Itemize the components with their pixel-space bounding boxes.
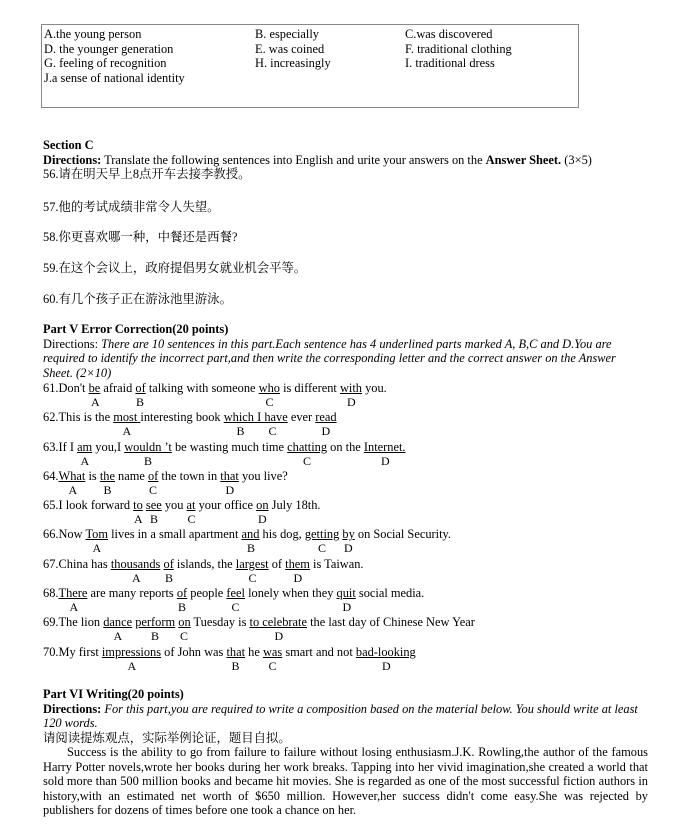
word-bank-col2 (255, 27, 331, 71)
error-sentence (43, 469, 288, 484)
underlined-part: who (258, 381, 280, 395)
sentence-text: on the (327, 440, 364, 454)
underlined-part: chatting (287, 440, 328, 454)
word-option: G. feeling of recognition (44, 56, 167, 70)
underlined-part: There (58, 586, 88, 600)
option-letter: B (231, 659, 240, 673)
translation-item-59: 59.在这个会议上，政府提倡男女就业机会平等。 (43, 261, 307, 275)
option-letter: B (236, 424, 245, 438)
option-letter: B (151, 629, 160, 643)
underlined-part: with (339, 381, 362, 395)
sentence-text: afraid (100, 381, 136, 395)
word-option: I. traditional dress (405, 56, 495, 70)
option-letter: D (382, 659, 391, 673)
option-letter: B (103, 483, 112, 497)
underlined-part: of (176, 586, 188, 600)
option-letter: D (381, 454, 390, 468)
sentence-text: you. (362, 381, 387, 395)
sentence-text: name (114, 469, 148, 483)
sentence-text: you live? (238, 469, 288, 483)
word-option: C.was discovered (405, 27, 493, 41)
underlined-part: that (226, 645, 246, 659)
sentence-text: the last day of Chinese New Year (306, 615, 475, 629)
option-letter: B (144, 454, 153, 468)
word-option: F. traditional clothing (405, 41, 512, 56)
underlined-part: of (163, 557, 174, 571)
sentence-text: ever (287, 410, 316, 424)
word-bank-col3 (405, 27, 512, 71)
underlined-part: of (135, 381, 146, 395)
option-letter: D (225, 483, 235, 497)
error-sentence (43, 615, 475, 630)
underlined-part: to (133, 498, 143, 512)
error-sentence (43, 498, 321, 513)
underlined-part: impressions (101, 645, 162, 659)
underlined-part: that (220, 469, 239, 483)
underlined-part: read (315, 410, 337, 424)
sentence-text: 65.I look forward (43, 498, 134, 512)
part-vi-passage: Success is the ability to go from failure to failure without losing enthusiasm.J.K. Rowling,the author of the famous Harry Potter novels,wrote her books during her work breaks. Tapping into her vivid imagination,she created a world that sold more than 500 million books and became hit movies. She is regarded as one of the most successful fiction authors in history,with an estimated net worth of $650 million. However,her success didn't come easy.She was rejected by publishers for dozens of times before one took a chance on her. (43, 745, 648, 817)
sentence-text: of John was (161, 645, 227, 659)
part-v-directions: Directions: There are 10 sentences in this part.Each sentence has 4 underlined parts marked A, B,C and D.You are required to identify the incorrect part,and then write the corresponding letter and the correct answer on the Answer Sheet. (2×10) (43, 336, 616, 380)
option-letter: D (347, 395, 356, 409)
option-letter: A (134, 512, 143, 526)
word-bank-col1 (44, 27, 185, 85)
sentence-text: smart and not (282, 645, 356, 659)
underlined-part: am (77, 440, 93, 454)
error-sentence (43, 557, 364, 572)
option-letter: C (187, 512, 196, 526)
translation-item-60: 60.有几个孩子正在游泳池里游泳。 (43, 292, 232, 306)
sentence-text: 69.The lion (43, 615, 104, 629)
option-letter: A (92, 541, 102, 555)
underlined-part: see (145, 498, 162, 512)
sentence-text: social media. (355, 586, 425, 600)
error-sentence (43, 645, 416, 660)
option-letter: C (231, 600, 240, 614)
word-option: H. increasingly (255, 56, 331, 70)
sentence-text: is different (279, 381, 340, 395)
underlined-part: quit (336, 586, 356, 600)
sentence-text: the town in (158, 469, 221, 483)
sentence-text: July 18th. (268, 498, 321, 512)
option-letter: C (268, 424, 277, 438)
option-letter: A (122, 424, 132, 438)
sentence-text: you (161, 498, 187, 512)
option-letter: C (248, 571, 257, 585)
underlined-part: the (99, 469, 115, 483)
underlined-part: most (113, 410, 141, 424)
sentence-text: of (268, 557, 286, 571)
sentence-text: Tuesday is (190, 615, 250, 629)
underlined-part: wouldn ’t (124, 440, 172, 454)
sentence-text: 67.China has (43, 557, 111, 571)
underlined-part: on (256, 498, 269, 512)
sentence-text: you,I (92, 440, 125, 454)
underlined-part: of (147, 469, 159, 483)
option-letter: A (91, 395, 100, 409)
sentence-text: is (85, 469, 100, 483)
underlined-part: at (186, 498, 196, 512)
underlined-part: dance (103, 615, 133, 629)
underlined-part: was (262, 645, 283, 659)
error-sentence (43, 586, 424, 601)
underlined-part: by (342, 527, 355, 541)
option-letter: C (318, 541, 327, 555)
option-letter: A (127, 659, 137, 673)
part-vi-instruction: 请阅读提炼观点，实际举例论证，题目自拟。 (43, 730, 291, 745)
sentence-text: are many reports (87, 586, 177, 600)
sentence-text: be wasting much time (171, 440, 288, 454)
sentence-text: islands, the (173, 557, 236, 571)
word-option: E. was coined (255, 41, 325, 56)
sentence-text: lives in a small apartment (108, 527, 242, 541)
option-letter: A (113, 629, 123, 643)
section-c (43, 138, 648, 182)
sentence-text: people (187, 586, 227, 600)
underlined-part: to celebrate (249, 615, 307, 629)
underlined-part: on (178, 615, 191, 629)
sentence-text: 70.My first (43, 645, 102, 659)
sentence-text: is Taiwan. (309, 557, 364, 571)
option-letter: C (268, 659, 277, 673)
option-letter: B (150, 512, 159, 526)
underlined-part: thousands (110, 557, 161, 571)
word-option: B. especially (255, 27, 319, 41)
sentence-text: interesting book (140, 410, 224, 424)
error-sentence (43, 527, 451, 542)
sentence-text: his dog, (259, 527, 305, 541)
underlined-part: be (88, 381, 101, 395)
option-letter: C (303, 454, 312, 468)
sentence-text: he (245, 645, 263, 659)
part-vi (43, 687, 648, 818)
error-sentence (43, 440, 406, 455)
part-v (43, 322, 648, 380)
translation-item-58: 58.你更喜欢哪一种，中餐还是西餐? (43, 230, 238, 244)
option-letter: C (265, 395, 274, 409)
option-letter: A (69, 600, 79, 614)
option-letter: B (178, 600, 187, 614)
option-letter: D (321, 424, 331, 438)
translation-item-57: 57.他的考试成绩非常令人失望。 (43, 200, 220, 214)
sentence-text: 61.Don't (43, 381, 89, 395)
option-letter: D (293, 571, 303, 585)
underlined-part: which (223, 410, 258, 424)
part-v-title: Part V Error Correction(20 points) (43, 322, 229, 336)
option-letter: A (132, 571, 141, 585)
underlined-part: and (241, 527, 260, 541)
underlined-part: What (58, 469, 86, 483)
section-c-directions: Directions: Translate the following sentences into English and urite your answers on the Answer Sheet. (3×5) (43, 152, 592, 167)
option-letter: D (258, 512, 267, 526)
option-letter: D (342, 600, 352, 614)
sentence-text: 66.Now (43, 527, 86, 541)
sentence-text: 62.This is the (43, 410, 114, 424)
word-bank-box (41, 24, 579, 108)
option-letter: D (344, 541, 353, 555)
option-letter: C (149, 483, 158, 497)
error-sentence (43, 381, 387, 396)
underlined-part: getting (304, 527, 340, 541)
error-sentence (43, 410, 337, 425)
option-letter: B (165, 571, 174, 585)
underlined-part: them (285, 557, 310, 571)
word-option: D. the younger generation (44, 41, 174, 56)
sentence-text: 63.If I (43, 440, 78, 454)
underlined-part: I have (257, 410, 288, 424)
part-vi-title: Part VI Writing(20 points) (43, 687, 184, 701)
word-option: A.the young person (44, 27, 142, 41)
section-c-title: Section C (43, 138, 94, 152)
underlined-part: Internet. (363, 440, 406, 454)
option-letter: C (180, 629, 189, 643)
sentence-text: on Social Security. (354, 527, 452, 541)
option-letter: B (136, 395, 145, 409)
sentence-text: your office (195, 498, 257, 512)
option-letter: A (68, 483, 78, 497)
underlined-part: perform (135, 615, 176, 629)
underlined-part: Tom (85, 527, 109, 541)
sentence-text: talking with someone (145, 381, 259, 395)
part-vi-directions: Directions: For this part,you are required to write a composition based on the material below. You should write at least 120 words. (43, 701, 638, 730)
option-letter: A (80, 454, 90, 468)
underlined-part: feel (226, 586, 245, 600)
option-letter: D (274, 629, 284, 643)
translation-item-56: 56.请在明天早上8点开车去接李教授。 (43, 167, 251, 181)
sentence-text: 64. (43, 469, 59, 483)
sentence-text: 68. (43, 586, 59, 600)
sentence-text: lonely when they (244, 586, 337, 600)
underlined-part: largest (235, 557, 269, 571)
option-letter: B (247, 541, 256, 555)
underlined-part: bad-looking (355, 645, 416, 659)
word-option: J.a sense of national identity (44, 70, 185, 85)
